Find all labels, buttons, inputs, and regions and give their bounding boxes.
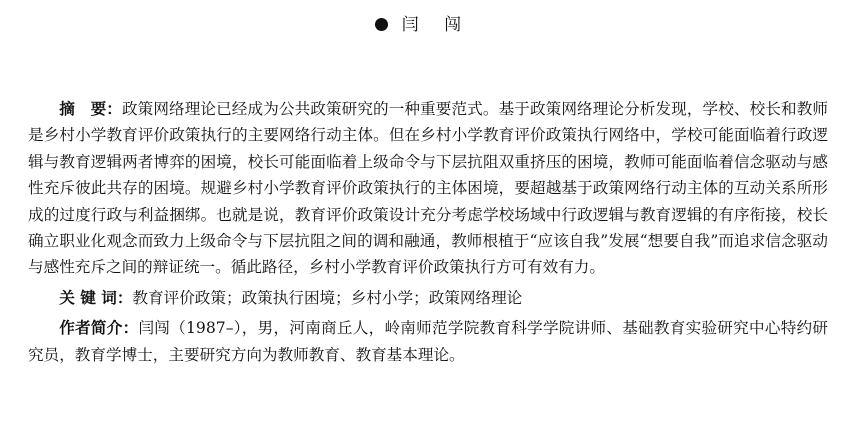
author-name: 闫 闯 — [401, 15, 472, 35]
keywords-row — [28, 285, 828, 311]
abstract-label: 摘 要： — [59, 100, 122, 118]
keywords-label: 关 键 词： — [59, 288, 133, 307]
abstract-block — [28, 96, 828, 368]
bio-text: 闫闯（1987–），男，河南商丘人，岭南师范学院教育科学学院讲师、基础教育实验研究中心特约研究员，教育学博士，主要研究方向为教师教育、教育基本理论。 — [28, 319, 828, 364]
bio-row — [28, 315, 828, 368]
author-line — [0, 12, 846, 38]
abstract-text: 政策网络理论已经成为公共政策研究的一种重要范式。基于政策网络理论分析发现，学校、校长和教师是乡村小学教育评价政策执行的主要网络行动主体。但在乡村小学教育评价政策执行网络中，学校可能面临着行政逻辑与教育逻辑两者博弈的困境，校长可能面临着上级命令与下层抗阻双重挤压的困境，教师可能面临着信念驱动与感性充斥彼此共存的困境。规避乡村小学教育评价政策执行的主体困境，要超越基于政策网络行动主体的互动关系所形成的过度行政与利益捆绑。也就是说，教育评价政策设计充分考虑学校场域中行政逻辑与教育逻辑的有序衔接，校长确立职业化观念而致力上级命令与下层抗阻之间的调和融通，教师根植于“应该自我”发展“想要自我”而追求信念驱动与感性充斥之间的辩证统一。循此路径，乡村小学教育评价政策执行方可有效有力。 — [28, 100, 828, 277]
bullet-icon — [375, 18, 388, 31]
keywords-text: 教育评价政策；政策执行困境；乡村小学；政策网络理论 — [132, 288, 523, 307]
bio-label: 作者简介： — [59, 319, 139, 338]
abstract-paragraph — [28, 96, 828, 281]
